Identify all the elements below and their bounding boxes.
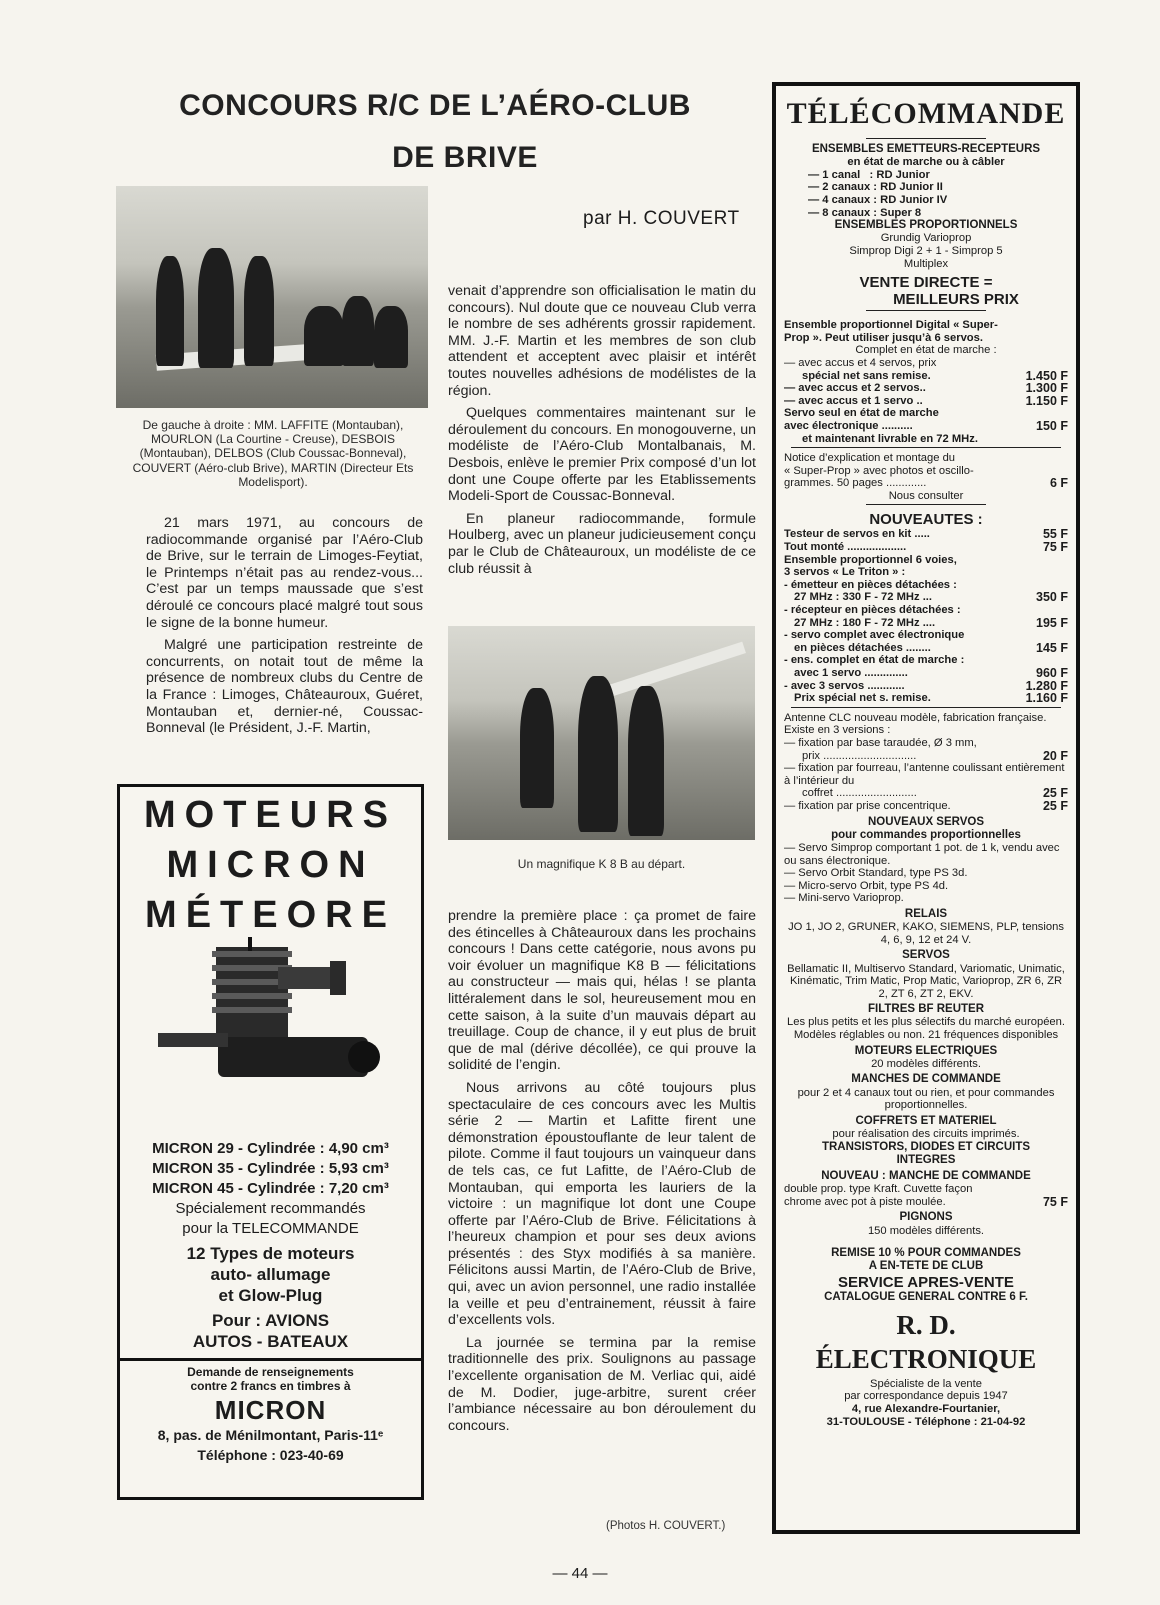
remise-line-2: A EN-TETE DE CLUB (868, 1260, 984, 1273)
divider (120, 1358, 421, 1361)
price-value: 1.150 F (1025, 393, 1068, 408)
price-label: avec 1 servo .............. (794, 667, 908, 679)
company-city-phone: 31-TOULOUSE - Téléphone : 21-04-92 (826, 1415, 1026, 1428)
micron-headline-2: MICRON (166, 844, 375, 886)
servo-item: — Micro-servo Orbit, type PS 4d. (784, 879, 949, 892)
ens-item: — 4 canaux : RD Junior IV (808, 193, 948, 206)
nouveau-manche-text: double prop. type Kraft. Cuvette façon (784, 1183, 973, 1196)
divider (866, 310, 986, 311)
price-label: — avec accus et 2 servos.. (784, 382, 926, 395)
price-value: 25 F (1042, 798, 1068, 813)
relais-heading: RELAIS (904, 907, 948, 920)
price-label: Prix spécial net s. remise. (794, 692, 931, 705)
divider (866, 138, 986, 139)
paragraph: prendre la première place : ça promet de faire des étincelles à Châteauroux dans les prochains concours ! Dans cette catégorie, nous avons pu voir évoluer un magnifique K8 B — félicitations au constructeur — mais qui, hélas ! se planta littéralement dans le sol, heureusement mou en cette saison, à la suite d’un mauvais départ au treuillage. Coup de chance, il y eut plus de bruit que de mal (dérive décollée), ce qui prouve la solidité de l’engin. (448, 908, 756, 1074)
meilleurs-prix: MEILLEURS PRIX (893, 291, 1019, 309)
divider (791, 447, 1061, 448)
catalogue-line: CATALOGUE GENERAL CONTRE 6 F. (824, 1290, 1028, 1303)
article-column-1 (146, 515, 423, 743)
antenne-line: — fixation par base taraudée, Ø 3 mm, (784, 736, 977, 749)
price-value: 1.450 F (1025, 368, 1068, 383)
engine-types-line-1: 12 Types de moteurs (186, 1244, 355, 1263)
company-specialty: par correspondance depuis 1947 (844, 1390, 1008, 1403)
request-line-2: contre 2 francs en timbres à (190, 1379, 351, 1393)
micron-brand: MICRON (214, 1395, 327, 1425)
paragraph: Malgré une participation restreinte de concurrents, on notait tout de même la présence de nombreux clubs du Centre de la France : Limoges, Châteauroux, Guéret, Montauban et, dernier-né, Coussac-Bonneval (le Président, J.-F. Martin, (146, 637, 423, 737)
price-value: 1.280 F (1025, 678, 1068, 693)
micron-advertisement (117, 784, 424, 1500)
nouv-line: - servo complet avec électronique (784, 629, 965, 642)
price-row (784, 800, 1068, 813)
uses-line-2: AUTOS - BATEAUX (192, 1332, 349, 1351)
article-column-2-top (448, 283, 756, 583)
photo-credit: (Photos H. COUVERT.) (606, 1520, 726, 1532)
price-value: 75 F (1042, 1194, 1068, 1209)
price-label: Testeur de servos en kit ..... (784, 528, 930, 541)
price-row (784, 642, 1068, 655)
filtres-heading: FILTRES BF REUTER (867, 1003, 985, 1016)
company-address: 4, rue Alexandre-Fourtanier, (851, 1403, 1001, 1416)
price-label: grammes. 50 pages ............. (784, 477, 927, 490)
price-label: chrome avec pot à piste moulée. (784, 1195, 946, 1208)
article-column-2-bottom (448, 908, 756, 1440)
price-label: coffret .......................... (802, 787, 917, 800)
micron-29-spec: MICRON 29 - Cylindrée : 4,90 cm³ (152, 1140, 389, 1157)
notice-line: « Super-Prop » avec photos et oscillo- (784, 464, 974, 477)
price-label: en pièces détachées ........ (794, 641, 931, 654)
price-value: 6 F (1049, 476, 1068, 491)
nouveautes-heading: NOUVEAUTES : (869, 511, 983, 529)
divider (791, 707, 1061, 708)
price-label: — fixation par prise concentrique. (784, 799, 951, 812)
price-value: 960 F (1036, 666, 1068, 680)
remise-line-1: REMISE 10 % POUR COMMANDES (831, 1247, 1021, 1260)
nouv-line: Ensemble proportionnel 6 voies, (784, 553, 957, 566)
micron-headline-3: MÉTEORE (145, 894, 396, 936)
prop-line: Multiplex (903, 257, 949, 270)
ens-item: — 1 canal : RD Junior (808, 168, 930, 181)
nouveau-manche-heading: NOUVEAU : MANCHE DE COMMANDE (821, 1170, 1031, 1183)
ens-item: — 8 canaux : Super 8 (808, 206, 922, 219)
complet-line: Complet en état de marche : (855, 344, 997, 357)
article-title (130, 80, 740, 184)
micron-address: 8, pas. de Ménilmontant, Paris-11ᵉ (157, 1427, 384, 1443)
price-value: 20 F (1042, 748, 1068, 763)
paragraph: venait d’apprendre son officialisation le matin du concours). Nul doute que ce nouveau Club verra le nombre de ses adhérents grossir rapidement. MM. J.-F. Martin et les membres de son club attendent et acceptent avec plaisir et intérêt toutes nouvelles adhésions de modélistes de la région. (448, 283, 756, 399)
micron-45-spec: MICRON 45 - Cylindrée : 7,20 cm³ (152, 1180, 389, 1197)
divider (866, 504, 986, 505)
manches-heading: MANCHES DE COMMANDE (851, 1073, 1001, 1086)
nouveaux-servos-subtitle: pour commandes proportionnelles (831, 828, 1021, 841)
complet-option: — avec accus et 4 servos, prix (784, 356, 937, 369)
servos-text: Bellamatic II, Multiservo Standard, Variomatic, Unimatic, Kinématic, Trim Matic, Prop Matic, Varioprop, ZR 6, ZR 2, ZT 6, ZT 2, EKV. (787, 962, 1065, 1000)
article-author: par H. COUVERT (583, 208, 740, 229)
price-label: 27 MHz : 180 F - 72 MHz .... (794, 616, 936, 629)
price-value: 25 F (1042, 786, 1068, 801)
price-label: 27 MHz : 330 F - 72 MHz ... (794, 591, 933, 604)
servo-item: — Servo Simprop comportant 1 pot. de 1 k, vendu avec ou sans électronique. (784, 841, 1060, 867)
price-row (784, 667, 1068, 680)
telecommande-advertisement (772, 82, 1080, 1534)
recommended-line-2: pour la TELECOMMANDE (182, 1220, 359, 1237)
ens-item: — 2 canaux : RD Junior II (808, 181, 943, 194)
price-value: 195 F (1036, 615, 1068, 630)
price-value: 55 F (1042, 527, 1068, 542)
price-row (784, 617, 1068, 630)
price-row (784, 477, 1068, 490)
micron-35-spec: MICRON 35 - Cylindrée : 5,93 cm³ (152, 1160, 389, 1177)
price-row (784, 541, 1068, 554)
price-row (784, 787, 1068, 800)
tele-title: TÉLÉCOMMANDE (786, 97, 1066, 130)
price-row (784, 382, 1068, 395)
price-label: — avec accus et 1 servo .. (784, 394, 923, 407)
paragraph: Nous arrivons au côté toujours plus spectaculaire de ces concours avec les Multis série 2 — Martin et Lafitte firent une démonstration époustouflante de leur talent de pilote. Comme il faut toujours un vainqueur dans de tels cas, ce fut Lafitte, de l’Aéro-Club de Montauban, qui emporta les lauriers de la victoire : un magnifique lot dont une Coupe offerte par l’Aéro-Club de Brive. Félicitations à l’heureux champion et pour ses deux avions présentés : des Styx modifiés à sa manière. Félicitons aussi Martin, de l’Aéro-Club de Brive, qui, avec un avion personnel, une radio installée la veille et peu d’entrainement, réussit à faire d’excellents vols. (448, 1079, 756, 1329)
glider-photo-caption: Un magnifique K 8 B au départ. (517, 857, 686, 871)
price-row (784, 395, 1068, 408)
micron-phone: Téléphone : 023-40-69 (197, 1447, 344, 1463)
price-row (784, 750, 1068, 763)
moteurs-text: 20 modèles différents. (871, 1057, 981, 1070)
price-value: 1.300 F (1025, 381, 1068, 396)
filtres-text: Les plus petits et les plus sélectifs du marché européen. Modèles réglables ou non. 21 fréquences disponibles (787, 1016, 1065, 1042)
servo-item: — Mini-servo Varioprop. (784, 892, 904, 905)
price-value: 75 F (1042, 540, 1068, 555)
price-row (784, 1196, 1068, 1209)
nouv-line: - ens. complet en état de marche : (784, 654, 965, 667)
price-value: 1.160 F (1025, 691, 1068, 706)
price-label: avec électronique .......... (784, 419, 913, 432)
paragraph: La journée se termina par la remise traditionnelle des prix. Soulignons au passage l’excellente organisation de M. Verliac qui, aidé de M. Dodier, juge-arbitre, surent créer l’ambiance nécessaire au bon déroulement du concours. (448, 1334, 756, 1434)
price-value: 145 F (1036, 640, 1068, 655)
price-value: 150 F (1036, 418, 1068, 433)
glider-photo (448, 626, 755, 840)
company-specialty: Spécialiste de la vente (870, 1377, 982, 1390)
prop-heading: ENSEMBLES PROPORTIONNELS (834, 219, 1018, 232)
vente-directe: VENTE DIRECTE = (859, 274, 993, 292)
paragraph: En planeur radiocommande, formule Houlberg, avec un planeur judicieusement conçu par le Club de Châteauroux, un modéliste de ce club réussit à (448, 510, 756, 577)
article-title-line1: CONCOURS R/C DE L’AÉRO-CLUB (179, 89, 691, 122)
price-label: prix .............................. (802, 749, 917, 762)
engine-types-line-2: auto- allumage (210, 1265, 331, 1284)
ens-heading: ENSEMBLES EMETTEURS-RECEPTEURS (811, 143, 1041, 155)
digital-line: Ensemble proportionnel Digital « Super- (784, 319, 998, 332)
paragraph: Quelques commentaires maintenant sur le déroulement du concours. En monogouverne, un modéliste de l’Aéro-Club Montalbanais, M. Desbois, enlève le premier Prix composé d’un lot dont une Coupe offerte par les Etablissements Modeli-Sport de Coussac-Bonneval. (448, 405, 756, 505)
nouv-line: 3 servos « Le Triton » : (784, 566, 906, 579)
pignons-text: 150 modèles différents. (867, 1224, 985, 1237)
engine-illustration (158, 937, 383, 1087)
page-number: — 44 — (552, 1565, 608, 1582)
antenne-line: — fixation par fourreau, l’antenne coulissant entièrement à l’intérieur du (784, 762, 1065, 787)
group-photo (116, 186, 428, 408)
manches-text: pour 2 et 4 canaux tout ou rien, et pour commandes proportionnelles. (797, 1086, 1055, 1112)
engine-types-line-3: et Glow-Plug (218, 1286, 323, 1305)
paragraph: 21 mars 1971, au concours de radiocommande organisé par l’Aéro-Club de Brive, sur le terrain de Limoges-Feytiat, le Printemps n’était pas au rendez-vous... C’est par un temps maussade que s’est déroulé ce concours placé malgré tout sous le signe de la bonne humeur. (146, 515, 423, 631)
servo-item: — Servo Orbit Standard, type PS 3d. (784, 867, 968, 880)
uses-line-1: Pour : AVIONS (211, 1311, 330, 1330)
price-value: 350 F (1036, 590, 1068, 605)
micron-headline-1: MOTEURS (144, 794, 397, 836)
price-row (784, 591, 1068, 604)
moteurs-heading: MOTEURS ELECTRIQUES (854, 1044, 998, 1057)
antenne-line: Antenne CLC nouveau modèle, fabrication française. Existe en 3 versions : (784, 711, 1047, 737)
price-row (784, 420, 1068, 433)
notice-line: Notice d’explication et montage du (784, 452, 956, 465)
servo-seul-line: et maintenant livrable en 72 MHz. (802, 432, 978, 445)
nouv-line: - récepteur en pièces détachées : (784, 604, 961, 617)
servo-seul-line: Servo seul en état de marche (784, 407, 939, 420)
notice-line: Nous consulter (888, 489, 964, 502)
servos-heading: SERVOS (902, 949, 950, 962)
service-apres-vente: SERVICE APRES-VENTE (838, 1273, 1014, 1291)
price-label: - avec 3 servos ............ (784, 679, 905, 692)
company-name: R. D. ÉLECTRONIQUE (815, 1309, 1037, 1374)
relais-text: JO 1, JO 2, GRUNER, KAKO, SIEMENS, PLP, tensions 4, 6, 9, 12 et 24 V. (788, 921, 1064, 946)
article-title-line2: DE BRIVE (392, 141, 538, 174)
recommended-line-1: Spécialement recommandés (175, 1200, 366, 1217)
ens-subtitle: en état de marche ou à câbler (847, 156, 1005, 169)
prop-line: Grundig Varioprop (880, 232, 972, 245)
coffrets-text: pour réalisation des circuits imprimés. (832, 1128, 1020, 1141)
pignons-heading: PIGNONS (899, 1211, 953, 1224)
group-photo-caption: De gauche à droite : MM. LAFFITE (Montauban), MOURLON (La Courtine - Creuse), DESBOIS (Montauban), DELBOS (Club Coussac-Bonneval), COUVERT (Aéro-club Brive), MARTIN (Directeur Ets Modelisport). (132, 418, 414, 489)
prop-line: Simprop Digi 2 + 1 - Simprop 5 (849, 244, 1003, 257)
price-label: Tout monté ................... (784, 541, 907, 554)
price-row (784, 692, 1068, 705)
nouveaux-servos-heading: NOUVEAUX SERVOS (867, 815, 985, 828)
price-label: spécial net sans remise. (802, 369, 931, 382)
coffrets-heading: COFFRETS ET MATERIEL (855, 1114, 997, 1127)
transistors-heading: TRANSISTORS, DIODES ET CIRCUITS INTEGRES (821, 1140, 1031, 1166)
digital-line: Prop ». Peut utiliser jusqu’à 6 servos. (784, 331, 983, 344)
nouv-line: - émetteur en pièces détachées : (784, 578, 957, 591)
price-row (784, 528, 1068, 541)
request-line-1: Demande de renseignements (187, 1365, 354, 1379)
